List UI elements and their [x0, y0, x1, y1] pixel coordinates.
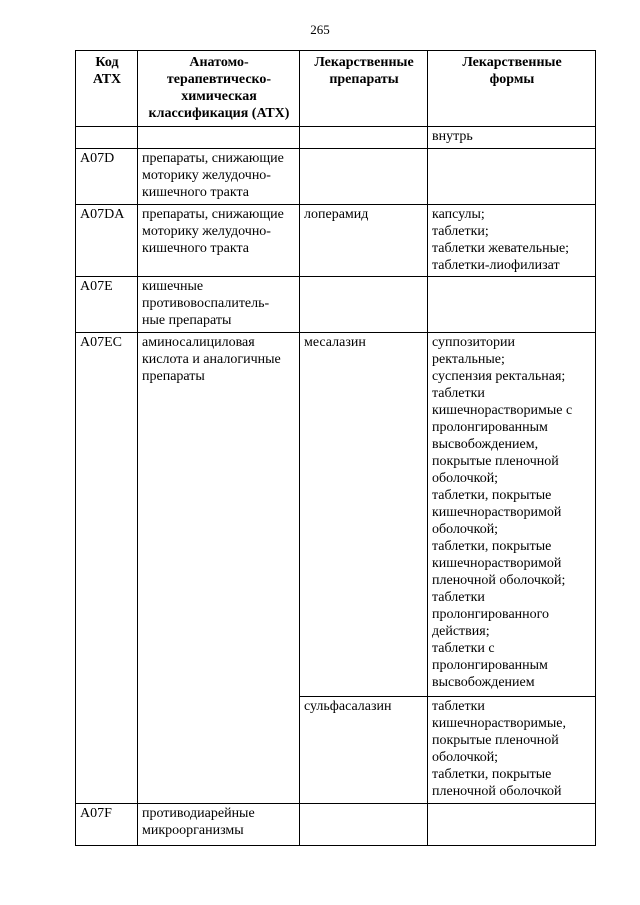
header-code: Код АТХ: [76, 51, 138, 127]
atc-code-cell: A07EC: [76, 333, 138, 804]
header-row: [76, 51, 596, 127]
drug-cell: [300, 149, 428, 205]
table-row: [76, 127, 596, 149]
drug-cell: [300, 804, 428, 846]
table-row: [76, 205, 596, 277]
drug-cell: [300, 127, 428, 149]
header-classification: Анатомо- терапевтическо- химическая классификация (АТХ): [138, 51, 300, 127]
page-number: 265: [310, 22, 330, 37]
forms-cell: [428, 804, 596, 846]
drug-cell: [300, 277, 428, 333]
atc-table: [75, 50, 596, 846]
header-drugs: Лекарственные препараты: [300, 51, 428, 127]
atc-code-cell: A07D: [76, 149, 138, 205]
table-row: [76, 149, 596, 205]
header-forms: Лекарственные формы: [428, 51, 596, 127]
forms-cell: таблетки кишечнорастворимые, покрытые пленочной оболочкой; таблетки, покрытые пленочной оболочкой: [428, 697, 596, 804]
table-row: [76, 277, 596, 333]
forms-cell: [428, 149, 596, 205]
atc-code-cell: [76, 127, 138, 149]
classification-cell: препараты, снижающие моторику желудочно- кишечного тракта: [138, 205, 300, 277]
drug-cell: сульфасалазин: [300, 697, 428, 804]
atc-code-cell: A07E: [76, 277, 138, 333]
classification-cell: [138, 127, 300, 149]
forms-cell: суппозитории ректальные; суспензия ректальная; таблетки кишечнорастворимые с пролонгированным высвобождением, покрытые пленочной оболочкой; таблетки, покрытые кишечнорастворимой оболочкой; таблетки, покрытые кишечнорастворимой пленочной оболочкой; таблетки пролонгированного действия; таблетки с пролонгированным высвобождением: [428, 333, 596, 697]
drug-cell: месалазин: [300, 333, 428, 697]
forms-cell: внутрь: [428, 127, 596, 149]
classification-cell: противодиарейные микроорганизмы: [138, 804, 300, 846]
classification-cell: кишечные противовоспалитель- ные препараты: [138, 277, 300, 333]
forms-cell: [428, 277, 596, 333]
atc-code-cell: A07DA: [76, 205, 138, 277]
classification-cell: препараты, снижающие моторику желудочно- кишечного тракта: [138, 149, 300, 205]
forms-cell: капсулы; таблетки; таблетки жевательные; таблетки-лиофилизат: [428, 205, 596, 277]
classification-cell: аминосалициловая кислота и аналогичные препараты: [138, 333, 300, 804]
table-row: [76, 333, 596, 697]
table-row: [76, 804, 596, 846]
atc-code-cell: A07F: [76, 804, 138, 846]
drug-cell: лоперамид: [300, 205, 428, 277]
